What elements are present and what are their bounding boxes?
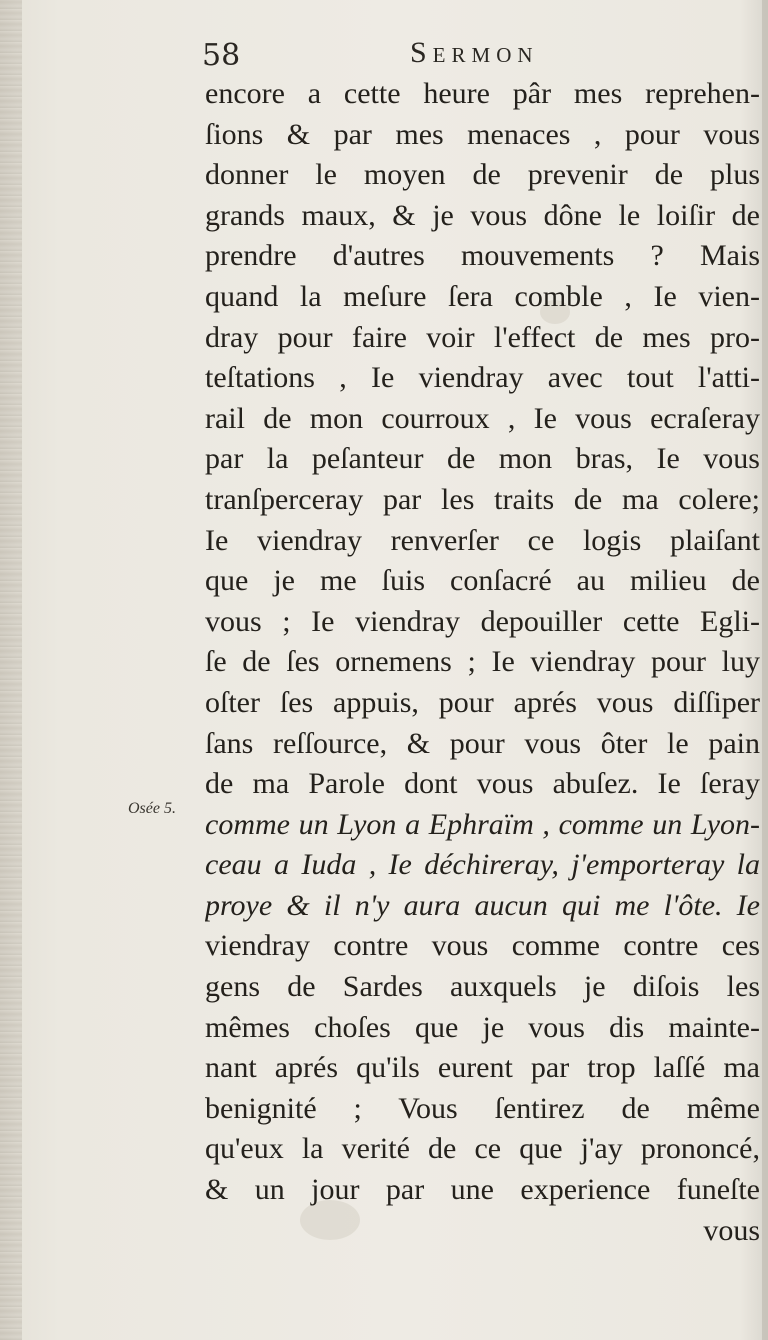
page-number: 58 [202, 38, 241, 73]
text-line: ſe de ſes ornemens ; Ie viendray pour luy [205, 645, 760, 679]
text-line: par la peſanteur de mon bras, Ie vous [205, 442, 760, 476]
text-line: mêmes choſes que je vous dis mainte- [205, 1010, 760, 1044]
margin-note: Osée 5. [128, 800, 176, 817]
text-line: encore a cette heure pâr mes reprehen- [205, 77, 760, 110]
text-line: grands maux, & je vous dône le loiſir de [205, 198, 760, 232]
text-line: comme un Lyon a Ephraïm , comme un Lyon- [205, 807, 760, 841]
binding-gutter [0, 0, 22, 1340]
text-line: teſtations , Ie viendray avec tout l'atti- [205, 361, 760, 395]
text-line: de ma Parole dont vous abuſez. Ie ſeray [205, 767, 760, 801]
text-line: viendray contre vous comme contre ces [205, 929, 760, 963]
text-line: quand la meſure ſera comble , Ie vien- [205, 279, 760, 313]
catchword: vous [703, 1213, 760, 1247]
text-line: que je me ſuis conſacré au milieu de [205, 564, 760, 598]
text-line: benignité ; Vous ſentirez de même [205, 1091, 760, 1125]
body-text [205, 74, 760, 1251]
running-head: Sermon [410, 36, 539, 69]
text-line: gens de Sardes auxquels je diſois les [205, 970, 760, 1004]
text-line: ſans reſſource, & pour vous ôter le pain [205, 726, 760, 760]
text-line: prendre d'autres mouvements ? Mais [205, 239, 760, 273]
text-line: rail de mon courroux , Ie vous ecraſeray [205, 401, 760, 435]
text-line: ceau a Iuda , Ie déchireray, j'emporteray la [205, 848, 760, 882]
text-line: proye & il n'y aura aucun qui me l'ôte. Ie [205, 888, 760, 922]
text-line: nant aprés qu'ils eurent par trop laſſé ma [205, 1051, 760, 1085]
text-line: dray pour faire voir l'effect de mes pro- [205, 320, 760, 354]
text-line: donner le moyen de prevenir de plus [205, 158, 760, 192]
text-line: oſter ſes appuis, pour aprés vous diſſiper [205, 685, 760, 719]
page-edge [762, 0, 768, 1340]
text-line: qu'eux la verité de ce que j'ay prononcé, [205, 1132, 760, 1166]
text-line: vous ; Ie viendray depouiller cette Egli- [205, 604, 760, 638]
text-line: & un jour par une experience funeſte [205, 1173, 760, 1207]
text-line: ſions & par mes menaces , pour vous [205, 117, 760, 151]
text-line: tranſperceray par les traits de ma colere; [205, 482, 760, 516]
text-line: Ie viendray renverſer ce logis plaiſant [205, 523, 760, 557]
